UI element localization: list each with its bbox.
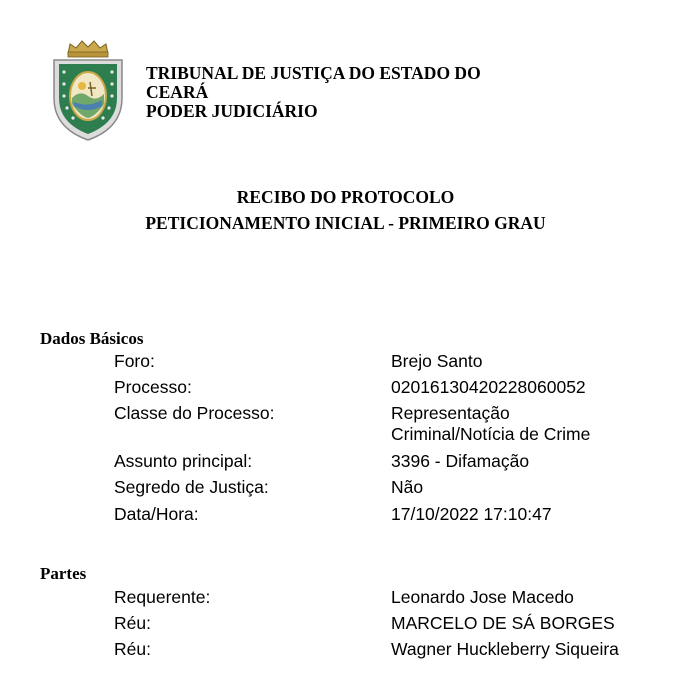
court-branch: PODER JUDICIÁRIO bbox=[146, 101, 318, 121]
field-value: 17/10/2022 17:10:47 bbox=[391, 504, 552, 524]
field-label: Processo: bbox=[114, 377, 192, 397]
document-title-line1: RECIBO DO PROTOCOLO bbox=[236, 187, 455, 207]
field-label: Réu: bbox=[114, 613, 151, 633]
field-label: Foro: bbox=[114, 351, 155, 371]
court-name-line2: CEARÁ bbox=[146, 82, 209, 102]
field-label: Requerente: bbox=[114, 587, 211, 607]
field-value: MARCELO DE SÁ BORGES bbox=[391, 613, 615, 633]
section-heading-dados-basicos: Dados Básicos bbox=[40, 329, 144, 348]
field-label: Assunto principal: bbox=[114, 451, 253, 471]
field-value: Leonardo Jose Macedo bbox=[391, 587, 574, 607]
field-value-line1: Representação bbox=[391, 403, 510, 423]
court-header bbox=[146, 64, 566, 121]
document-title bbox=[0, 184, 691, 236]
document-title-line2: PETICIONAMENTO INICIAL - PRIMEIRO GRAU bbox=[145, 213, 546, 233]
field-value: 3396 - Difamação bbox=[391, 451, 530, 471]
field-label: Segredo de Justiça: bbox=[114, 477, 269, 497]
field-label: Classe do Processo: bbox=[114, 403, 275, 423]
field-value-line2: Criminal/Notícia de Crime bbox=[391, 424, 591, 444]
field-value: 02016130420228060052 bbox=[391, 377, 586, 397]
field-value: Brejo Santo bbox=[391, 351, 483, 371]
field-label: Data/Hora: bbox=[114, 504, 199, 524]
field-value: Não bbox=[391, 477, 424, 497]
section-heading-partes: Partes bbox=[40, 564, 87, 583]
field-value: Wagner Huckleberry Siqueira bbox=[391, 639, 619, 659]
court-name-line1: TRIBUNAL DE JUSTIÇA DO ESTADO DO bbox=[146, 63, 481, 83]
field-label: Réu: bbox=[114, 639, 151, 659]
coat-of-arms-icon bbox=[48, 38, 128, 142]
